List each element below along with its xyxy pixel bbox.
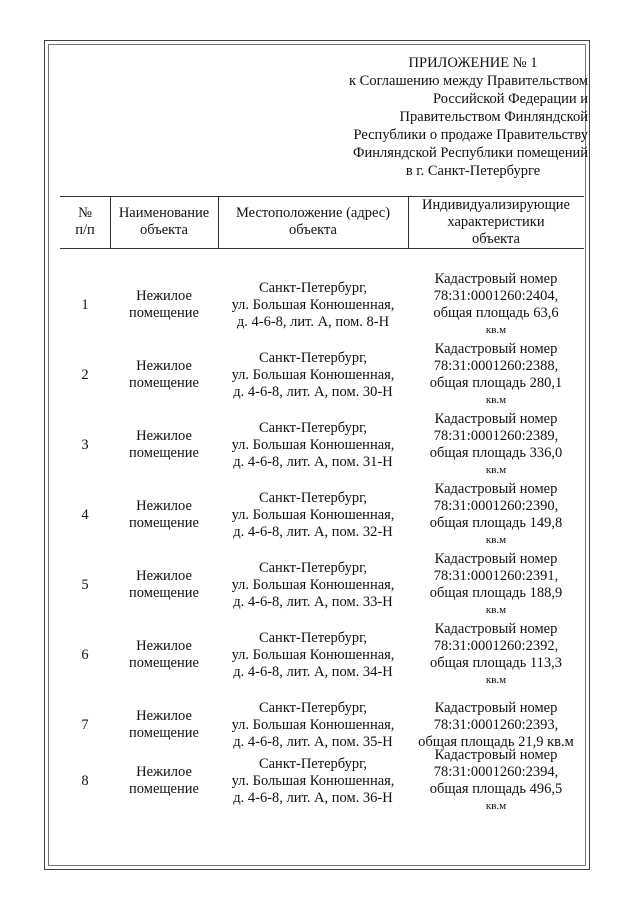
object-name-line: Нежилое [136, 358, 192, 374]
object-address-line: Санкт-Петербург, [258, 279, 368, 296]
object-characteristics-line: общая площадь 63,6 [433, 305, 559, 321]
object-address-line: Санкт-Петербург, [258, 559, 368, 576]
row-number [60, 550, 110, 620]
object-address-line: Санкт-Петербург, [258, 489, 368, 506]
object-characteristics-line: 78:31:0001260:2392, [433, 638, 559, 654]
object-characteristics-line: 78:31:0001260:2393, [433, 716, 559, 733]
object-address-line: ул. Большая Конюшенная, [231, 296, 395, 313]
header-text: Индивидуализирующие [422, 196, 570, 213]
table-row [60, 340, 584, 410]
object-name-line: помещение [129, 375, 199, 391]
object-name [110, 340, 218, 410]
row-number [60, 480, 110, 550]
header-text: № [78, 205, 92, 221]
object-address-line: д. 4-6-8, лит. А, пом. 36-Н [233, 789, 393, 806]
header-text: Местоположение (адрес) [235, 205, 391, 221]
appendix-line: к Соглашению между Правительством [349, 73, 588, 89]
column-header-name [110, 196, 218, 248]
object-address-line: Санкт-Петербург, [258, 699, 368, 716]
object-address-line: Санкт-Петербург, [258, 755, 368, 772]
row-number-text: 8 [81, 772, 89, 789]
appendix-line: Республики о продаже Правительству [353, 127, 588, 143]
object-characteristics-line: Кадастровый номер [434, 411, 558, 427]
object-characteristics [408, 270, 584, 340]
column-header-characteristics [408, 196, 584, 248]
header-text: объекта [288, 222, 337, 238]
object-characteristics [408, 550, 584, 620]
table-row [60, 270, 584, 340]
object-characteristics [408, 410, 584, 480]
table-row [60, 550, 584, 620]
column-header-address [218, 196, 408, 248]
row-number-text: 2 [81, 366, 89, 383]
object-name-line: помещение [129, 781, 199, 797]
row-number [60, 410, 110, 480]
table-row [60, 620, 584, 690]
object-characteristics [408, 480, 584, 550]
object-address-line: ул. Большая Конюшенная, [231, 436, 395, 453]
object-characteristics-line: Кадастровый номер [434, 481, 558, 497]
object-characteristics-line: общая площадь 280,1 [429, 375, 563, 391]
object-address-line: ул. Большая Конюшенная, [231, 716, 395, 733]
object-name [110, 550, 218, 620]
object-characteristics-line: общая площадь 496,5 [429, 781, 563, 797]
appendix-line: Российской Федерации и [433, 91, 588, 107]
object-characteristics-line: 78:31:0001260:2389, [433, 428, 559, 444]
appendix-header [288, 54, 588, 180]
object-address-line: ул. Большая Конюшенная, [231, 506, 395, 523]
object-address-line: ул. Большая Конюшенная, [231, 772, 395, 789]
row-number-text: 5 [81, 576, 89, 593]
object-characteristics-line: 78:31:0001260:2388, [433, 358, 559, 374]
object-name [110, 620, 218, 690]
object-address [218, 410, 408, 480]
object-characteristics-line: общая площадь 188,9 [429, 585, 563, 601]
object-name-line: помещение [129, 445, 199, 461]
object-address-line: д. 4-6-8, лит. А, пом. 33-Н [233, 593, 393, 610]
row-number [60, 620, 110, 690]
object-characteristics-line: Кадастровый номер [434, 621, 558, 637]
header-text: Наименование [118, 205, 210, 221]
header-text: объекта [139, 222, 188, 238]
object-characteristics-line: кв.м [485, 800, 507, 812]
object-characteristics-line: 78:31:0001260:2390, [433, 498, 559, 514]
object-name [110, 746, 218, 816]
table-row [60, 410, 584, 480]
object-address-line: д. 4-6-8, лит. А, пом. 34-Н [233, 663, 393, 680]
appendix-line: Финляндской Республики помещений [353, 145, 588, 161]
object-address-line: Санкт-Петербург, [258, 419, 368, 436]
object-name [110, 480, 218, 550]
row-number-text: 7 [81, 716, 89, 733]
header-text: объекта [471, 230, 520, 247]
object-address [218, 480, 408, 550]
appendix-line: Правительством Финляндской [399, 109, 588, 125]
object-name [110, 410, 218, 480]
row-number-text: 3 [81, 436, 89, 453]
object-characteristics-line: общая площадь 149,8 [429, 515, 563, 531]
object-characteristics-line: Кадастровый номер [434, 341, 558, 357]
object-address-line: д. 4-6-8, лит. А, пом. 32-Н [233, 523, 393, 540]
object-address [218, 550, 408, 620]
object-name-line: помещение [129, 305, 199, 321]
object-characteristics-line: кв.м [485, 324, 507, 336]
table-header-rule [60, 248, 584, 249]
object-name-line: помещение [129, 515, 199, 531]
object-name-line: Нежилое [136, 638, 192, 654]
object-address-line: Санкт-Петербург, [258, 629, 368, 646]
object-name [110, 270, 218, 340]
object-address [218, 340, 408, 410]
object-name-line: Нежилое [136, 764, 192, 780]
object-characteristics-line: общая площадь 113,3 [429, 655, 563, 671]
object-characteristics-line: кв.м [485, 604, 507, 616]
object-address [218, 620, 408, 690]
object-address-line: д. 4-6-8, лит. А, пом. 8-Н [236, 313, 390, 330]
object-name-line: Нежилое [136, 288, 192, 304]
row-number-text: 1 [81, 296, 89, 313]
appendix-line: в г. Санкт-Петербурге [405, 163, 541, 179]
header-text: п/п [75, 222, 95, 238]
object-name-line: помещение [129, 585, 199, 601]
row-number [60, 340, 110, 410]
object-characteristics-line: общая площадь 21,9 кв.м [418, 733, 574, 750]
object-name-line: Нежилое [136, 568, 192, 584]
object-characteristics [408, 620, 584, 690]
row-number [60, 746, 110, 816]
object-characteristics-line: 78:31:0001260:2391, [433, 568, 559, 584]
object-address [218, 746, 408, 816]
object-characteristics-line: 78:31:0001260:2394, [433, 764, 559, 780]
object-address-line: ул. Большая Конюшенная, [231, 366, 395, 383]
appendix-title: ПРИЛОЖЕНИЕ № 1 [408, 55, 538, 71]
object-characteristics-line: Кадастровый номер [434, 271, 558, 287]
object-address-line: ул. Большая Конюшенная, [231, 576, 395, 593]
object-characteristics-line: Кадастровый номер [434, 699, 558, 716]
row-number-text: 6 [81, 646, 89, 663]
object-name-line: помещение [129, 725, 199, 741]
object-characteristics-line: кв.м [485, 464, 507, 476]
row-number [60, 270, 110, 340]
object-name-line: Нежилое [136, 428, 192, 444]
object-characteristics [408, 340, 584, 410]
object-address-line: ул. Большая Конюшенная, [231, 646, 395, 663]
object-name-line: Нежилое [136, 708, 192, 724]
object-address-line: д. 4-6-8, лит. А, пом. 31-Н [233, 453, 393, 470]
object-address-line: Санкт-Петербург, [258, 349, 368, 366]
column-header-number [60, 196, 110, 248]
object-characteristics [408, 746, 584, 816]
object-characteristics-line: кв.м [485, 674, 507, 686]
row-number-text: 4 [81, 506, 89, 523]
object-name-line: Нежилое [136, 498, 192, 514]
object-address-line: д. 4-6-8, лит. А, пом. 30-Н [233, 383, 393, 400]
object-name-line: помещение [129, 655, 199, 671]
object-characteristics-line: кв.м [485, 534, 507, 546]
object-address [218, 270, 408, 340]
object-characteristics-line: общая площадь 336,0 [429, 445, 563, 461]
header-text: характеристики [447, 213, 545, 230]
object-characteristics-line: Кадастровый номер [434, 747, 558, 763]
table-row [60, 480, 584, 550]
object-characteristics-line: кв.м [485, 394, 507, 406]
table-row [60, 746, 584, 816]
object-characteristics-line: Кадастровый номер [434, 551, 558, 567]
object-characteristics-line: 78:31:0001260:2404, [433, 288, 559, 304]
object-address-line: д. 4-6-8, лит. А, пом. 35-Н [233, 733, 393, 750]
